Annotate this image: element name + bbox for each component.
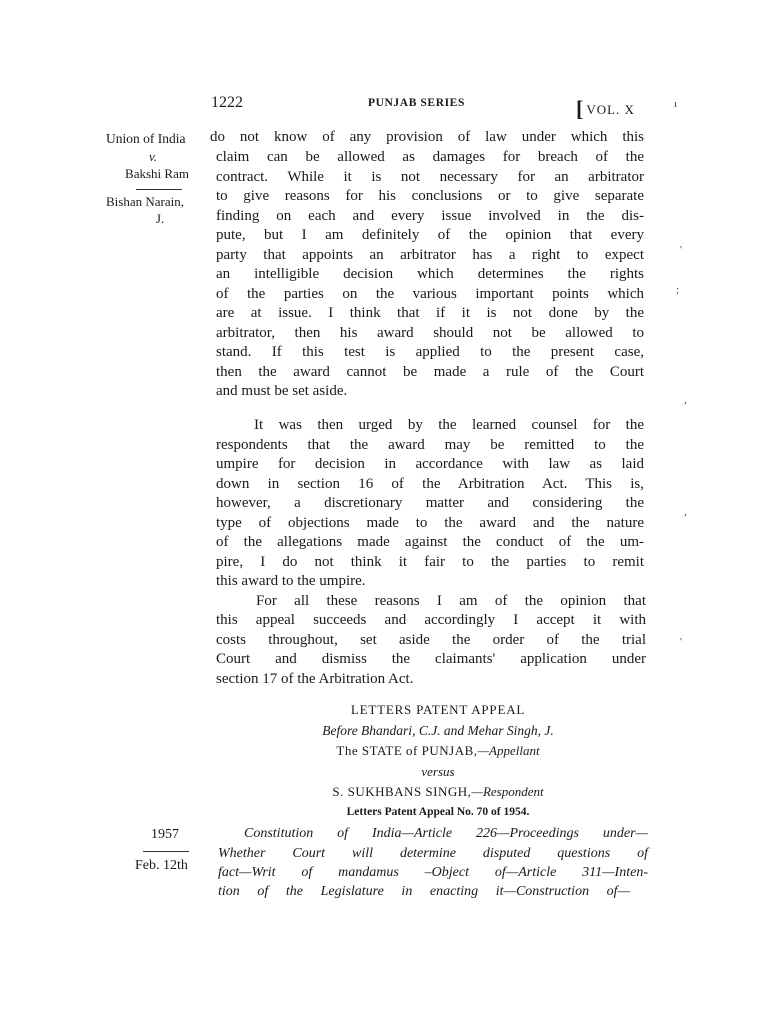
body-line: finding on each and every issue involved in the dis- (216, 208, 644, 224)
body-line: however, a discretionary matter and considering the (216, 495, 644, 511)
page-number: 1222 (211, 94, 243, 111)
margin-date (135, 825, 215, 876)
case-heading: LETTERS PATENT APPEAL (350, 702, 526, 717)
body-line: then the award cannot be made a rule of the Court (216, 364, 644, 380)
margin-day: Feb. 12th (135, 858, 188, 873)
body-line: of the parties on the various important points which (216, 286, 644, 302)
series-title: PUNJAB SERIES (368, 97, 465, 109)
body-line: contract. While it is not necessary for an arbitrator (216, 169, 644, 185)
body-line: pire, I do not think it fair to the parties to remit (216, 554, 644, 570)
scan-mark: , (684, 506, 687, 518)
appellant-role: —Appellant (477, 743, 540, 758)
scan-mark: ' (680, 636, 682, 648)
margin-date-rule (143, 851, 189, 852)
headnote-line: tion of the Legislature in enacting it—Construction of— (218, 884, 630, 899)
respondent-name: S. SUKHBANS SINGH, (332, 784, 472, 799)
margin-judge-initial: J. (155, 211, 165, 226)
body-line: to give reasons for his conclusions or to give separate (216, 188, 644, 204)
body-line: and must be set aside. (216, 383, 348, 399)
body-line: an intelligible decision which determines the rights (216, 266, 644, 282)
body-line: claim can be allowed as damages for breach of the (216, 149, 644, 165)
body-line: type of objections made to the award and the nature (216, 515, 644, 531)
margin-case-reference (106, 129, 216, 227)
headnote-line: fact—Writ of mandamus –Object of—Article 311—Inten- (218, 865, 648, 880)
case-appellant (216, 743, 660, 759)
margin-party-1: Union of India (106, 131, 186, 146)
scan-mark: ; (676, 284, 680, 296)
body-line: pute, but I am definitely of the opinion that every (216, 227, 644, 243)
body-line: down in section 16 of the Arbitration Act. This is, (216, 476, 644, 492)
headnote-line: Constitution of India—Article 226—Proceedings under— (244, 826, 648, 841)
body-line: costs throughout, set aside the order of the trial (216, 632, 646, 648)
margin-versus: v. (148, 149, 158, 164)
body-line: this award to the umpire. (216, 573, 366, 589)
body-line: respondents that the award may be remitted to the (216, 437, 644, 453)
respondent-role: —Respondent (471, 784, 544, 799)
body-line: umpire for decision in accordance with law as laid (216, 456, 644, 472)
margin-party-2: Bakshi Ram (125, 166, 189, 181)
margin-judge: Bishan Narain, (106, 194, 184, 209)
body-line: of the allegations made against the conduct of the um- (216, 534, 644, 550)
body-line: section 17 of the Arbitration Act. (216, 671, 414, 687)
body-line: are at issue. I think that if it is not done by the (216, 305, 644, 321)
body-line: For all these reasons I am of the opinion that (256, 593, 646, 609)
body-line: do not know of any provision of law under which this (210, 129, 644, 145)
margin-rule (136, 189, 182, 190)
body-line: this appeal succeeds and accordingly I accept it with (216, 612, 646, 628)
margin-year: 1957 (151, 827, 179, 842)
scan-mark: ı (674, 98, 678, 110)
running-header (0, 94, 770, 121)
body-line: It was then urged by the learned counsel for the (254, 417, 644, 433)
body-line: Court and dismiss the claimants' application under (216, 651, 646, 667)
volume-label (576, 94, 635, 120)
scan-mark: ' (680, 244, 682, 256)
case-versus: versus (421, 764, 455, 779)
case-respondent (216, 784, 660, 800)
headnote-line: Whether Court will determine disputed questions of (218, 846, 648, 861)
appeal-number: Letters Patent Appeal No. 70 of 1954. (346, 806, 530, 818)
bracket-mark: [ (576, 96, 585, 121)
volume-text: VOL. X (586, 102, 635, 117)
body-line: stand. If this test is applied to the present case, (216, 344, 644, 360)
body-line: arbitrator, then his award should not be allowed to (216, 325, 644, 341)
scan-mark: , (684, 394, 687, 406)
body-line: party that appoints an arbitrator has a right to expect (216, 247, 644, 263)
appellant-name: The STATE of PUNJAB, (336, 743, 478, 758)
case-bench: Before Bhandari, C.J. and Mehar Singh, J. (322, 723, 554, 738)
